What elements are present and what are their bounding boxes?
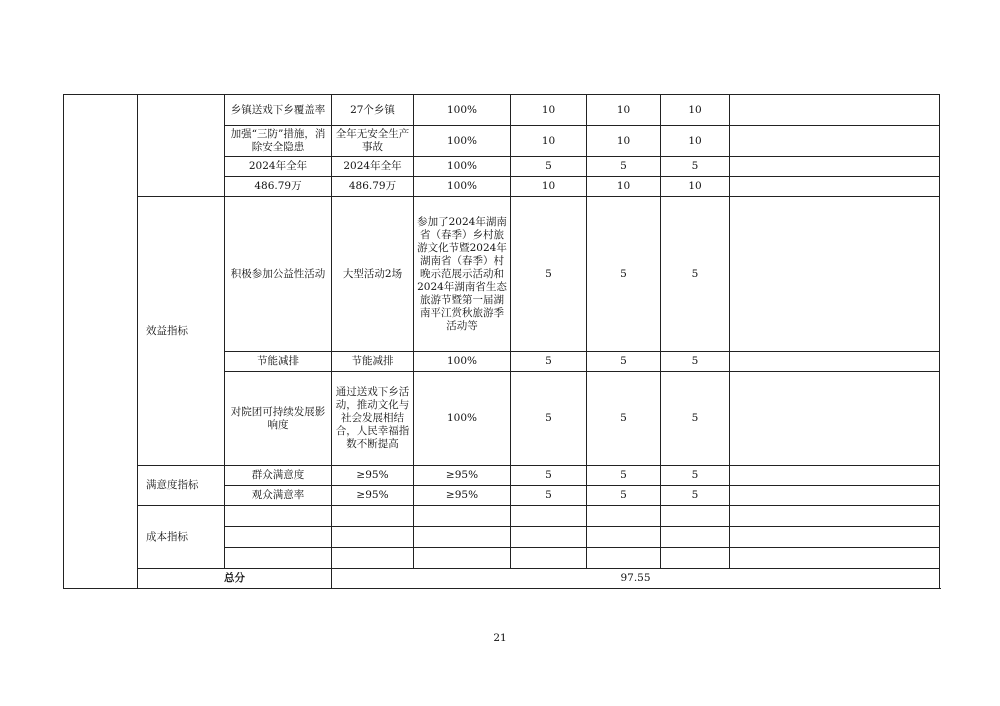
total-value: 97.55: [332, 569, 940, 589]
remark-cell: [730, 352, 940, 372]
actual-cell: ≥95%: [414, 486, 511, 506]
score-cell: 5: [661, 157, 730, 177]
target-cell: 2024年全年: [332, 157, 414, 177]
sub-category-cell: [138, 95, 225, 197]
remark-cell: [730, 126, 940, 157]
page-number: 21: [493, 632, 507, 644]
actual-cell: 100%: [414, 372, 511, 466]
remark-cell: [730, 197, 940, 352]
satisfaction-category-cell: 满意度指标: [138, 466, 225, 506]
weight-cell: 5: [511, 486, 587, 506]
remark-cell: [730, 372, 940, 466]
weight-cell: 10: [511, 126, 587, 157]
actual-cell: 100%: [414, 157, 511, 177]
score-cell: 5: [661, 352, 730, 372]
empty-cell: [661, 548, 730, 569]
weight-cell: 10: [511, 95, 587, 126]
empty-cell: [661, 506, 730, 527]
self-score-cell: 10: [587, 177, 661, 197]
self-score-cell: 5: [587, 486, 661, 506]
weight-cell: 5: [511, 157, 587, 177]
self-score-cell: 5: [587, 466, 661, 486]
score-cell: 10: [661, 126, 730, 157]
self-score-cell: 5: [587, 372, 661, 466]
empty-cell: [332, 506, 414, 527]
remark-cell: [730, 486, 940, 506]
weight-cell: 5: [511, 352, 587, 372]
indicator-cell: 486.79万: [225, 177, 332, 197]
target-cell: 节能减排: [332, 352, 414, 372]
indicator-cell: 对院团可持续发展影响度: [225, 372, 332, 466]
total-row: [64, 569, 940, 589]
target-cell: 486.79万: [332, 177, 414, 197]
remark-cell: [730, 157, 940, 177]
target-cell: ≥95%: [332, 486, 414, 506]
indicator-cell: 乡镇送戏下乡覆盖率: [225, 95, 332, 126]
outer-category-cell: [64, 95, 138, 589]
score-cell: 10: [661, 95, 730, 126]
target-cell: ≥95%: [332, 466, 414, 486]
score-cell: 5: [661, 197, 730, 352]
actual-cell: 100%: [414, 352, 511, 372]
table-row: [64, 95, 940, 126]
indicator-cell: 观众满意率: [225, 486, 332, 506]
empty-cell: [587, 548, 661, 569]
target-cell: 大型活动2场: [332, 197, 414, 352]
empty-cell: [730, 527, 940, 548]
empty-cell: [414, 506, 511, 527]
table-row: [64, 506, 940, 527]
empty-cell: [587, 527, 661, 548]
table-row: [64, 466, 940, 486]
indicator-cell: 积极参加公益性活动: [225, 197, 332, 352]
score-cell: 5: [661, 466, 730, 486]
score-cell: 10: [661, 177, 730, 197]
table-row: [64, 197, 940, 352]
indicator-cell: 加强“三防”措施，消除安全隐患: [225, 126, 332, 157]
target-cell: 全年无安全生产事故: [332, 126, 414, 157]
indicator-cell: 2024年全年: [225, 157, 332, 177]
weight-cell: 10: [511, 177, 587, 197]
empty-cell: [511, 548, 587, 569]
self-score-cell: 5: [587, 157, 661, 177]
remark-cell: [730, 95, 940, 126]
empty-cell: [511, 527, 587, 548]
indicator-cell: 节能减排: [225, 352, 332, 372]
self-score-cell: 10: [587, 95, 661, 126]
self-score-cell: 10: [587, 126, 661, 157]
actual-cell: 100%: [414, 126, 511, 157]
empty-cell: [661, 527, 730, 548]
empty-cell: [511, 506, 587, 527]
score-cell: 5: [661, 486, 730, 506]
target-cell: 通过送戏下乡活动，推动文化与社会发展相结合，人民幸福指数不断提高: [332, 372, 414, 466]
empty-cell: [730, 548, 940, 569]
actual-cell: 100%: [414, 95, 511, 126]
weight-cell: 5: [511, 372, 587, 466]
total-label: 总分: [138, 569, 332, 589]
empty-cell: [225, 506, 332, 527]
empty-cell: [225, 527, 332, 548]
empty-cell: [414, 548, 511, 569]
remark-cell: [730, 177, 940, 197]
empty-cell: [730, 506, 940, 527]
cost-category-cell: 成本指标: [138, 506, 225, 569]
empty-cell: [414, 527, 511, 548]
actual-cell: 100%: [414, 177, 511, 197]
empty-cell: [587, 506, 661, 527]
empty-cell: [332, 527, 414, 548]
empty-cell: [225, 548, 332, 569]
weight-cell: 5: [511, 197, 587, 352]
indicator-cell: 群众满意度: [225, 466, 332, 486]
performance-table: [63, 94, 940, 589]
score-cell: 5: [661, 372, 730, 466]
target-cell: 27个乡镇: [332, 95, 414, 126]
benefit-category-cell: 效益指标: [138, 197, 225, 466]
self-score-cell: 5: [587, 197, 661, 352]
empty-cell: [332, 548, 414, 569]
actual-cell: 参加了2024年湖南省（春季）乡村旅游文化节暨2024年湖南省（春季）村晚示范展示活动和2024年湖南省生态旅游节暨第一届湖南平江赏秋旅游季活动等: [414, 197, 511, 352]
weight-cell: 5: [511, 466, 587, 486]
remark-cell: [730, 466, 940, 486]
actual-cell: ≥95%: [414, 466, 511, 486]
self-score-cell: 5: [587, 352, 661, 372]
